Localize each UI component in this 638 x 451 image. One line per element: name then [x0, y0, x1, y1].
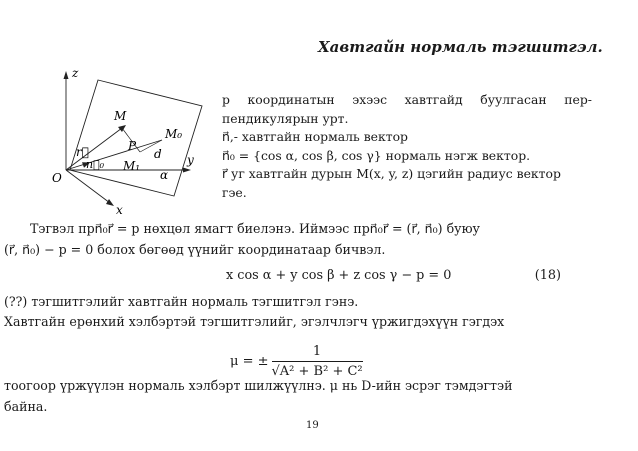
- closing-text: [4, 375, 512, 417]
- r-definition-cont: гэе.: [222, 184, 247, 200]
- equation-number: (18): [534, 268, 561, 283]
- label-d: d: [154, 147, 162, 161]
- paragraph-line-6: байна.: [4, 399, 48, 414]
- paragraph-line-2: (r⃗, n⃗₀) − p = 0 болох бөгөөд үүнийг координатаар бичвэл.: [4, 242, 386, 257]
- label-r: r⃗: [76, 145, 89, 159]
- n-definition: n⃗,- хавтгайн нормаль вектор: [222, 129, 408, 145]
- label-origin: O: [52, 171, 62, 185]
- label-z: z: [72, 66, 79, 80]
- r-definition-line: r⃗ уг хавтгайн дурын M(x, y, z) цэгийн радиус вектор: [222, 166, 561, 182]
- mu-lhs: μ = ±: [230, 354, 269, 369]
- plane-normal-figure: [40, 58, 210, 218]
- y-axis-arrowhead: [183, 168, 191, 173]
- mu-denominator: √A² + B² + C²: [271, 364, 363, 379]
- page-number: 19: [306, 420, 319, 431]
- x-axis-arrowhead: [106, 199, 114, 206]
- paragraph-line-3: (??) тэгшитгэлийг хавтгайн нормаль тэгшитгэл гэнэ.: [4, 294, 359, 309]
- label-n0: n⃗₀: [86, 158, 105, 171]
- label-x: x: [116, 203, 123, 217]
- paragraph-line-1: Тэгвэл прn⃗₀r⃗ = p нөхцөл ямагт биелэнэ. Иймээс прn⃗₀r⃗ = (r⃗, n⃗₀) буюу: [30, 221, 480, 236]
- label-M0: M₀: [165, 127, 183, 141]
- mu-numerator: 1: [272, 344, 363, 362]
- mu-formula: [230, 344, 363, 379]
- section-title: Хавтгайн нормаль тэгшитгэл.: [318, 38, 603, 56]
- z-axis-arrowhead: [64, 71, 69, 79]
- label-M1: M₁: [123, 159, 141, 173]
- paragraph-line-4: Хавтгайн ерөнхий хэлбэртэй тэгшитгэлийг, эгэлчлэгч үржигдэхүүн гэгдэх: [4, 314, 505, 329]
- label-M: M: [114, 109, 127, 123]
- figure-description: [222, 91, 592, 203]
- label-P: P: [128, 139, 137, 153]
- mu-fraction: [272, 344, 363, 379]
- p-definition-line: p координатын эхээс хавтгайд буулгасан пер-: [222, 92, 592, 107]
- n0-definition: n⃗₀ = {cos α, cos β, cos γ} нормаль нэгж вектор.: [222, 147, 531, 163]
- label-alpha: α: [160, 168, 169, 182]
- p-definition-cont: пендикулярын урт.: [222, 110, 349, 126]
- label-y: y: [187, 153, 194, 167]
- normal-equation: x cos α + y cos β + z cos γ − p = 0: [226, 268, 452, 283]
- paragraph-line-5: тоогоор үржүүлэн нормаль хэлбэрт шилжүүлнэ. μ нь D-ийн эсрэг тэмдэгтэй: [4, 378, 513, 393]
- plane-shape: [70, 80, 202, 196]
